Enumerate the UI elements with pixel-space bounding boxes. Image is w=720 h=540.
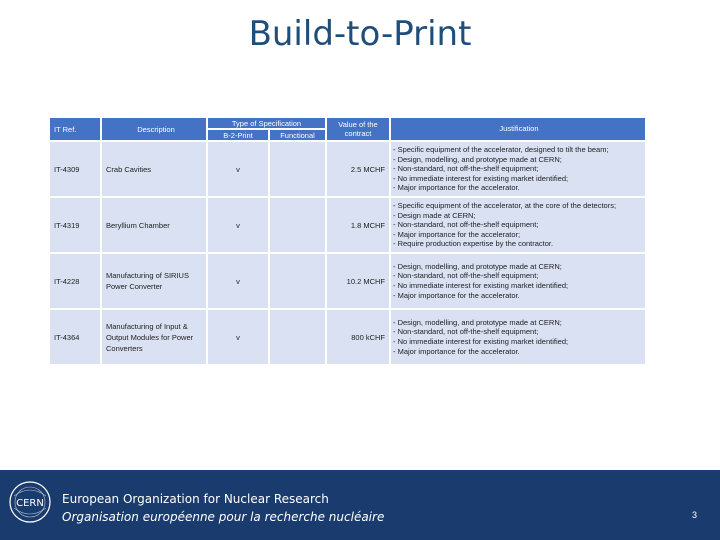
row-b2p-mark: v xyxy=(208,198,268,252)
table-row xyxy=(50,310,645,364)
header-functional: Functional xyxy=(270,130,325,140)
header-justification: Justification xyxy=(391,118,645,140)
table-row xyxy=(50,142,645,196)
row-value: 800 kCHF xyxy=(327,310,389,364)
cern-logo xyxy=(8,480,52,524)
header-description: Description xyxy=(102,118,206,140)
row-functional-mark xyxy=(270,254,325,308)
justification-line: - Non-standard, not off-the-shelf equipment; xyxy=(393,164,539,174)
row-description: Manufacturing of Input & Output Modules for Power Converters xyxy=(102,310,206,364)
row-ref: IT-4364 xyxy=(50,310,100,364)
justification-line: - Require production expertise by the contractor. xyxy=(393,239,554,249)
page-number: 3 xyxy=(692,510,698,520)
slide-title: Build-to-Print xyxy=(248,14,472,54)
justification-line: - Non-standard, not off-the-shelf equipment; xyxy=(393,271,539,281)
row-value: 1.8 MCHF xyxy=(327,198,389,252)
justification-line: - Non-standard, not off-the-shelf equipment; xyxy=(393,220,539,230)
header-type-of-specification: Type of Specification xyxy=(208,118,325,128)
row-description: Manufacturing of SIRIUS Power Converter xyxy=(102,254,206,308)
row-functional-mark xyxy=(270,310,325,364)
header-it-ref: IT Ref. xyxy=(50,118,100,140)
justification-line: - Design, modelling, and prototype made at CERN; xyxy=(393,154,562,164)
row-justification xyxy=(391,310,645,364)
justification-line: - Design, modelling, and prototype made at CERN; xyxy=(393,317,562,327)
row-b2p-mark: v xyxy=(208,254,268,308)
justification-line: - No immediate interest for existing market identified; xyxy=(393,281,569,290)
row-b2p-mark: v xyxy=(208,310,268,364)
contracts-table xyxy=(48,116,647,366)
justification-line: - Design, modelling, and prototype made at CERN; xyxy=(393,261,562,271)
row-b2p-mark: v xyxy=(208,142,268,196)
row-justification xyxy=(391,198,645,252)
justification-line: - Major importance for the accelerator; xyxy=(393,229,521,239)
justification-line: - Major importance for the accelerator. xyxy=(393,183,520,193)
footer-banner xyxy=(0,470,720,540)
justification-line: - No immediate interest for existing market identified; xyxy=(393,337,569,346)
table-row xyxy=(50,198,645,252)
row-description: Crab Cavities xyxy=(102,142,206,196)
table-row xyxy=(50,254,645,308)
row-description: Beryllium Chamber xyxy=(102,198,206,252)
row-value: 10.2 MCHF xyxy=(327,254,389,308)
table-header-row xyxy=(50,118,645,128)
justification-line: - Major importance for the accelerator. xyxy=(393,346,520,356)
justification-line: - Design made at CERN; xyxy=(393,210,476,220)
org-name-english: European Organization for Nuclear Research xyxy=(62,492,329,506)
row-functional-mark xyxy=(270,142,325,196)
justification-line: - Specific equipment of the accelerator, at the core of the detectors; xyxy=(393,201,617,211)
row-ref: IT-4319 xyxy=(50,198,100,252)
header-value: Value of the contract xyxy=(327,118,389,140)
header-b2p: B-2-Print xyxy=(208,130,268,140)
justification-line: - Non-standard, not off-the-shelf equipment; xyxy=(393,327,539,337)
row-value: 2.5 MCHF xyxy=(327,142,389,196)
logo-text: CERN xyxy=(16,498,44,509)
justification-line: - No immediate interest for existing market identified; xyxy=(393,173,569,183)
org-name-french: Organisation européenne pour la recherche nucléaire xyxy=(62,510,385,524)
row-functional-mark xyxy=(270,198,325,252)
row-ref: IT-4309 xyxy=(50,142,100,196)
row-justification xyxy=(391,254,645,308)
justification-line: - Major importance for the accelerator. xyxy=(393,290,520,300)
row-ref: IT-4228 xyxy=(50,254,100,308)
justification-line: - Specific equipment of the accelerator, designed to tilt the beam; xyxy=(393,145,609,155)
row-justification xyxy=(391,142,645,196)
